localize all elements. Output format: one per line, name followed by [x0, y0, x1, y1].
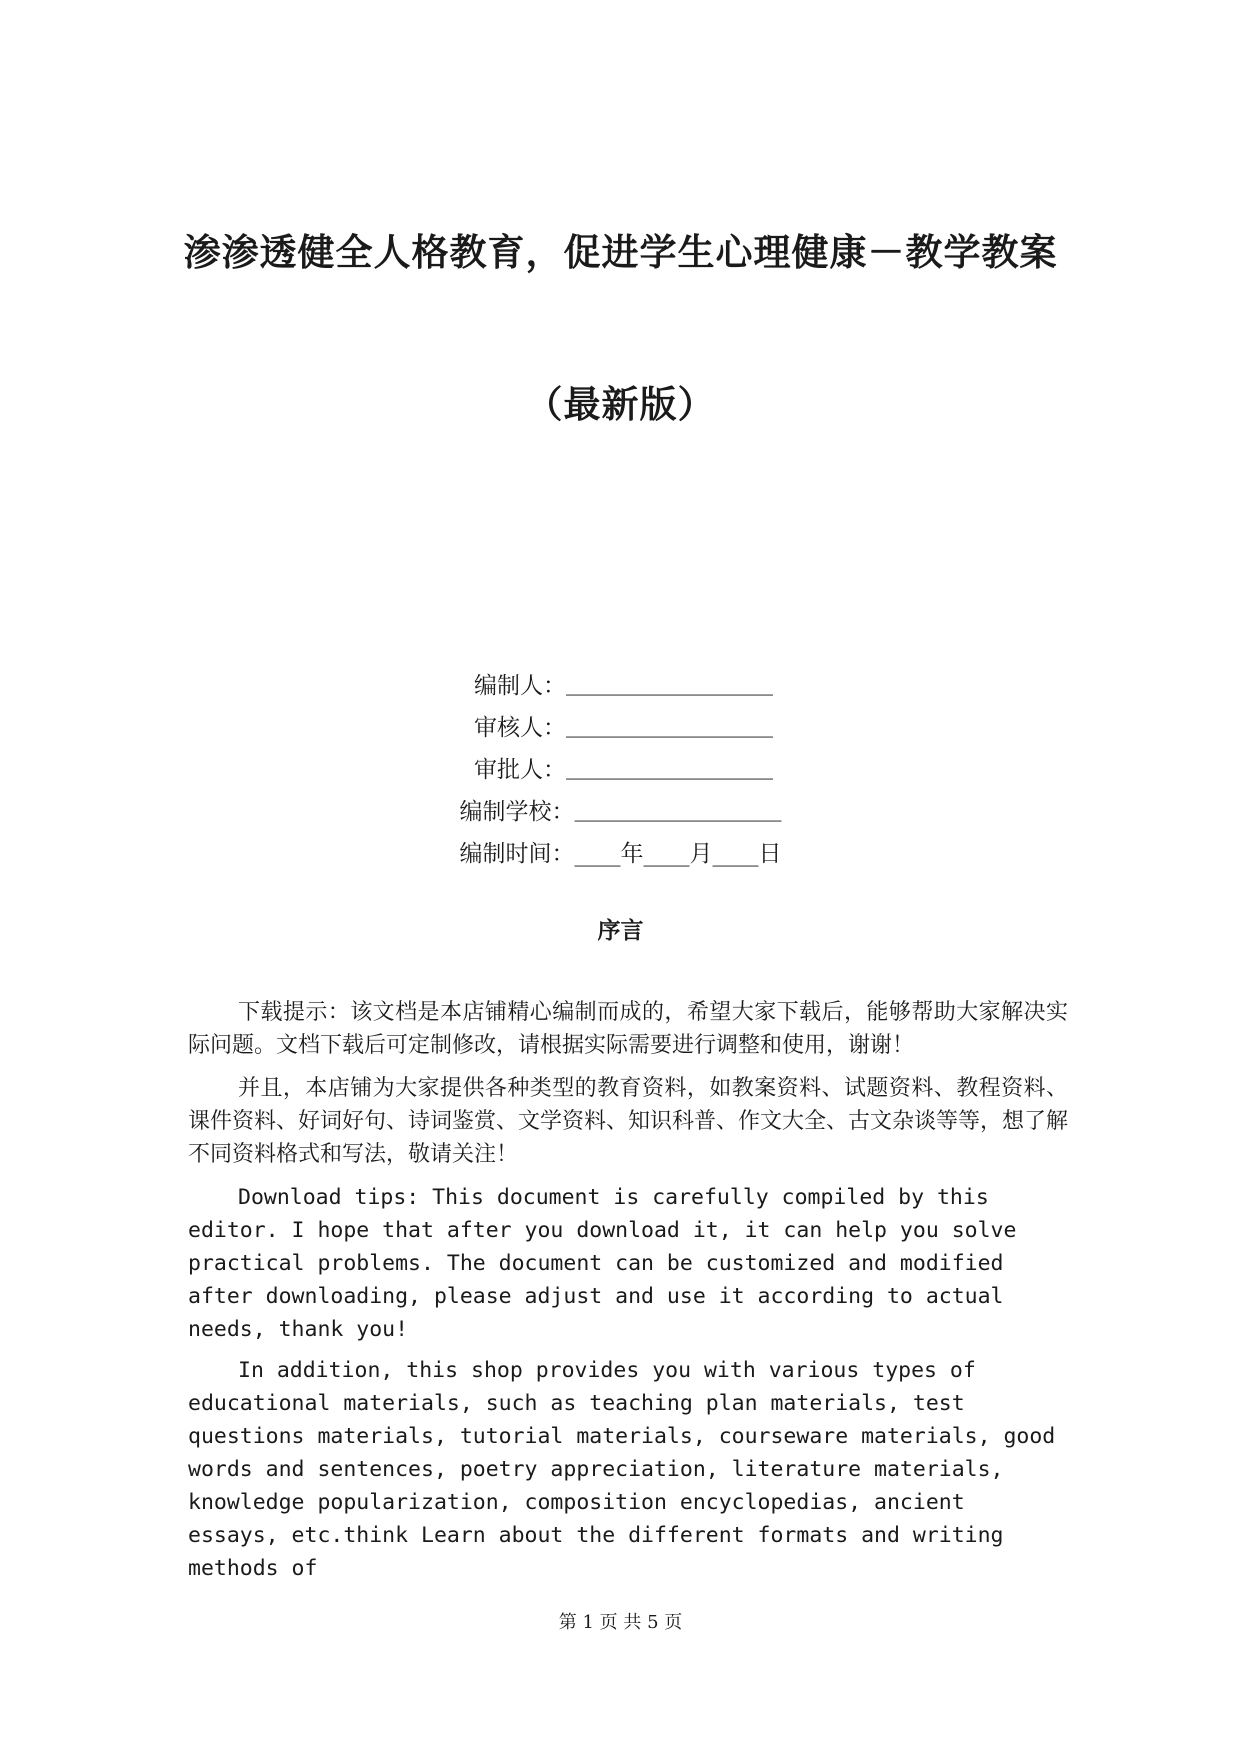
preface-heading: 序言 — [597, 918, 644, 944]
field-blank: __________________ — [566, 712, 773, 738]
field-blank: __________________ — [574, 796, 782, 822]
field-label: 审批人： — [474, 756, 566, 783]
paragraph-cn-materials: 并且，本店铺为大家提供各种类型的教育资料，如教案资料、试题资料、教程资料、课件资料、好词好句、诗词鉴赏、文学资料、知识科普、作文大全、古文杂谈等等，想了解不同资料格式和写法，敬请关注！ — [188, 1076, 1069, 1167]
paragraph-en-download-tips: Download tips: This document is carefully compiled by this editor. I hope that after you download it, it can help you solve practical problems. The document can be customized and modified after downloading, please adjust and use it according to actual needs, thank you! — [188, 1185, 1017, 1342]
field-blank: ____年____月____日 — [574, 840, 782, 867]
field-label: 编制学校： — [459, 798, 575, 825]
field-compiler — [0, 662, 1241, 704]
field-blank: __________________ — [566, 754, 773, 780]
field-label: 编制时间： — [459, 840, 575, 867]
field-blank: __________________ — [566, 670, 773, 696]
preface-body — [188, 996, 1068, 1593]
document-title: 渗渗透健全人格教育，促进学生心理健康－教学教案 — [183, 231, 1058, 274]
field-school — [0, 788, 1241, 830]
field-label: 审核人： — [474, 714, 566, 741]
field-date — [0, 830, 1241, 872]
document-subtitle: （最新版） — [525, 383, 716, 426]
author-fields — [0, 662, 1241, 872]
field-reviewer — [0, 704, 1241, 746]
field-label: 编制人： — [474, 672, 566, 699]
paragraph-en-materials: In addition, this shop provides you with various types of educational materials, such as teaching plan materials, test questions materials, tutorial materials, courseware materials, good words and sentences, poetry appreciation, literature materials, knowledge popularization, composition encyclopedias, ancient essays, etc.think Learn about the different formats and writing methods of — [188, 1358, 1056, 1581]
field-approver — [0, 746, 1241, 788]
page-number: 第 1 页 共 5 页 — [558, 1612, 683, 1633]
paragraph-cn-download-tips: 下载提示：该文档是本店铺精心编制而成的，希望大家下载后，能够帮助大家解决实际问题。文档下载后可定制修改，请根据实际需要进行调整和使用，谢谢！ — [188, 1000, 1068, 1058]
